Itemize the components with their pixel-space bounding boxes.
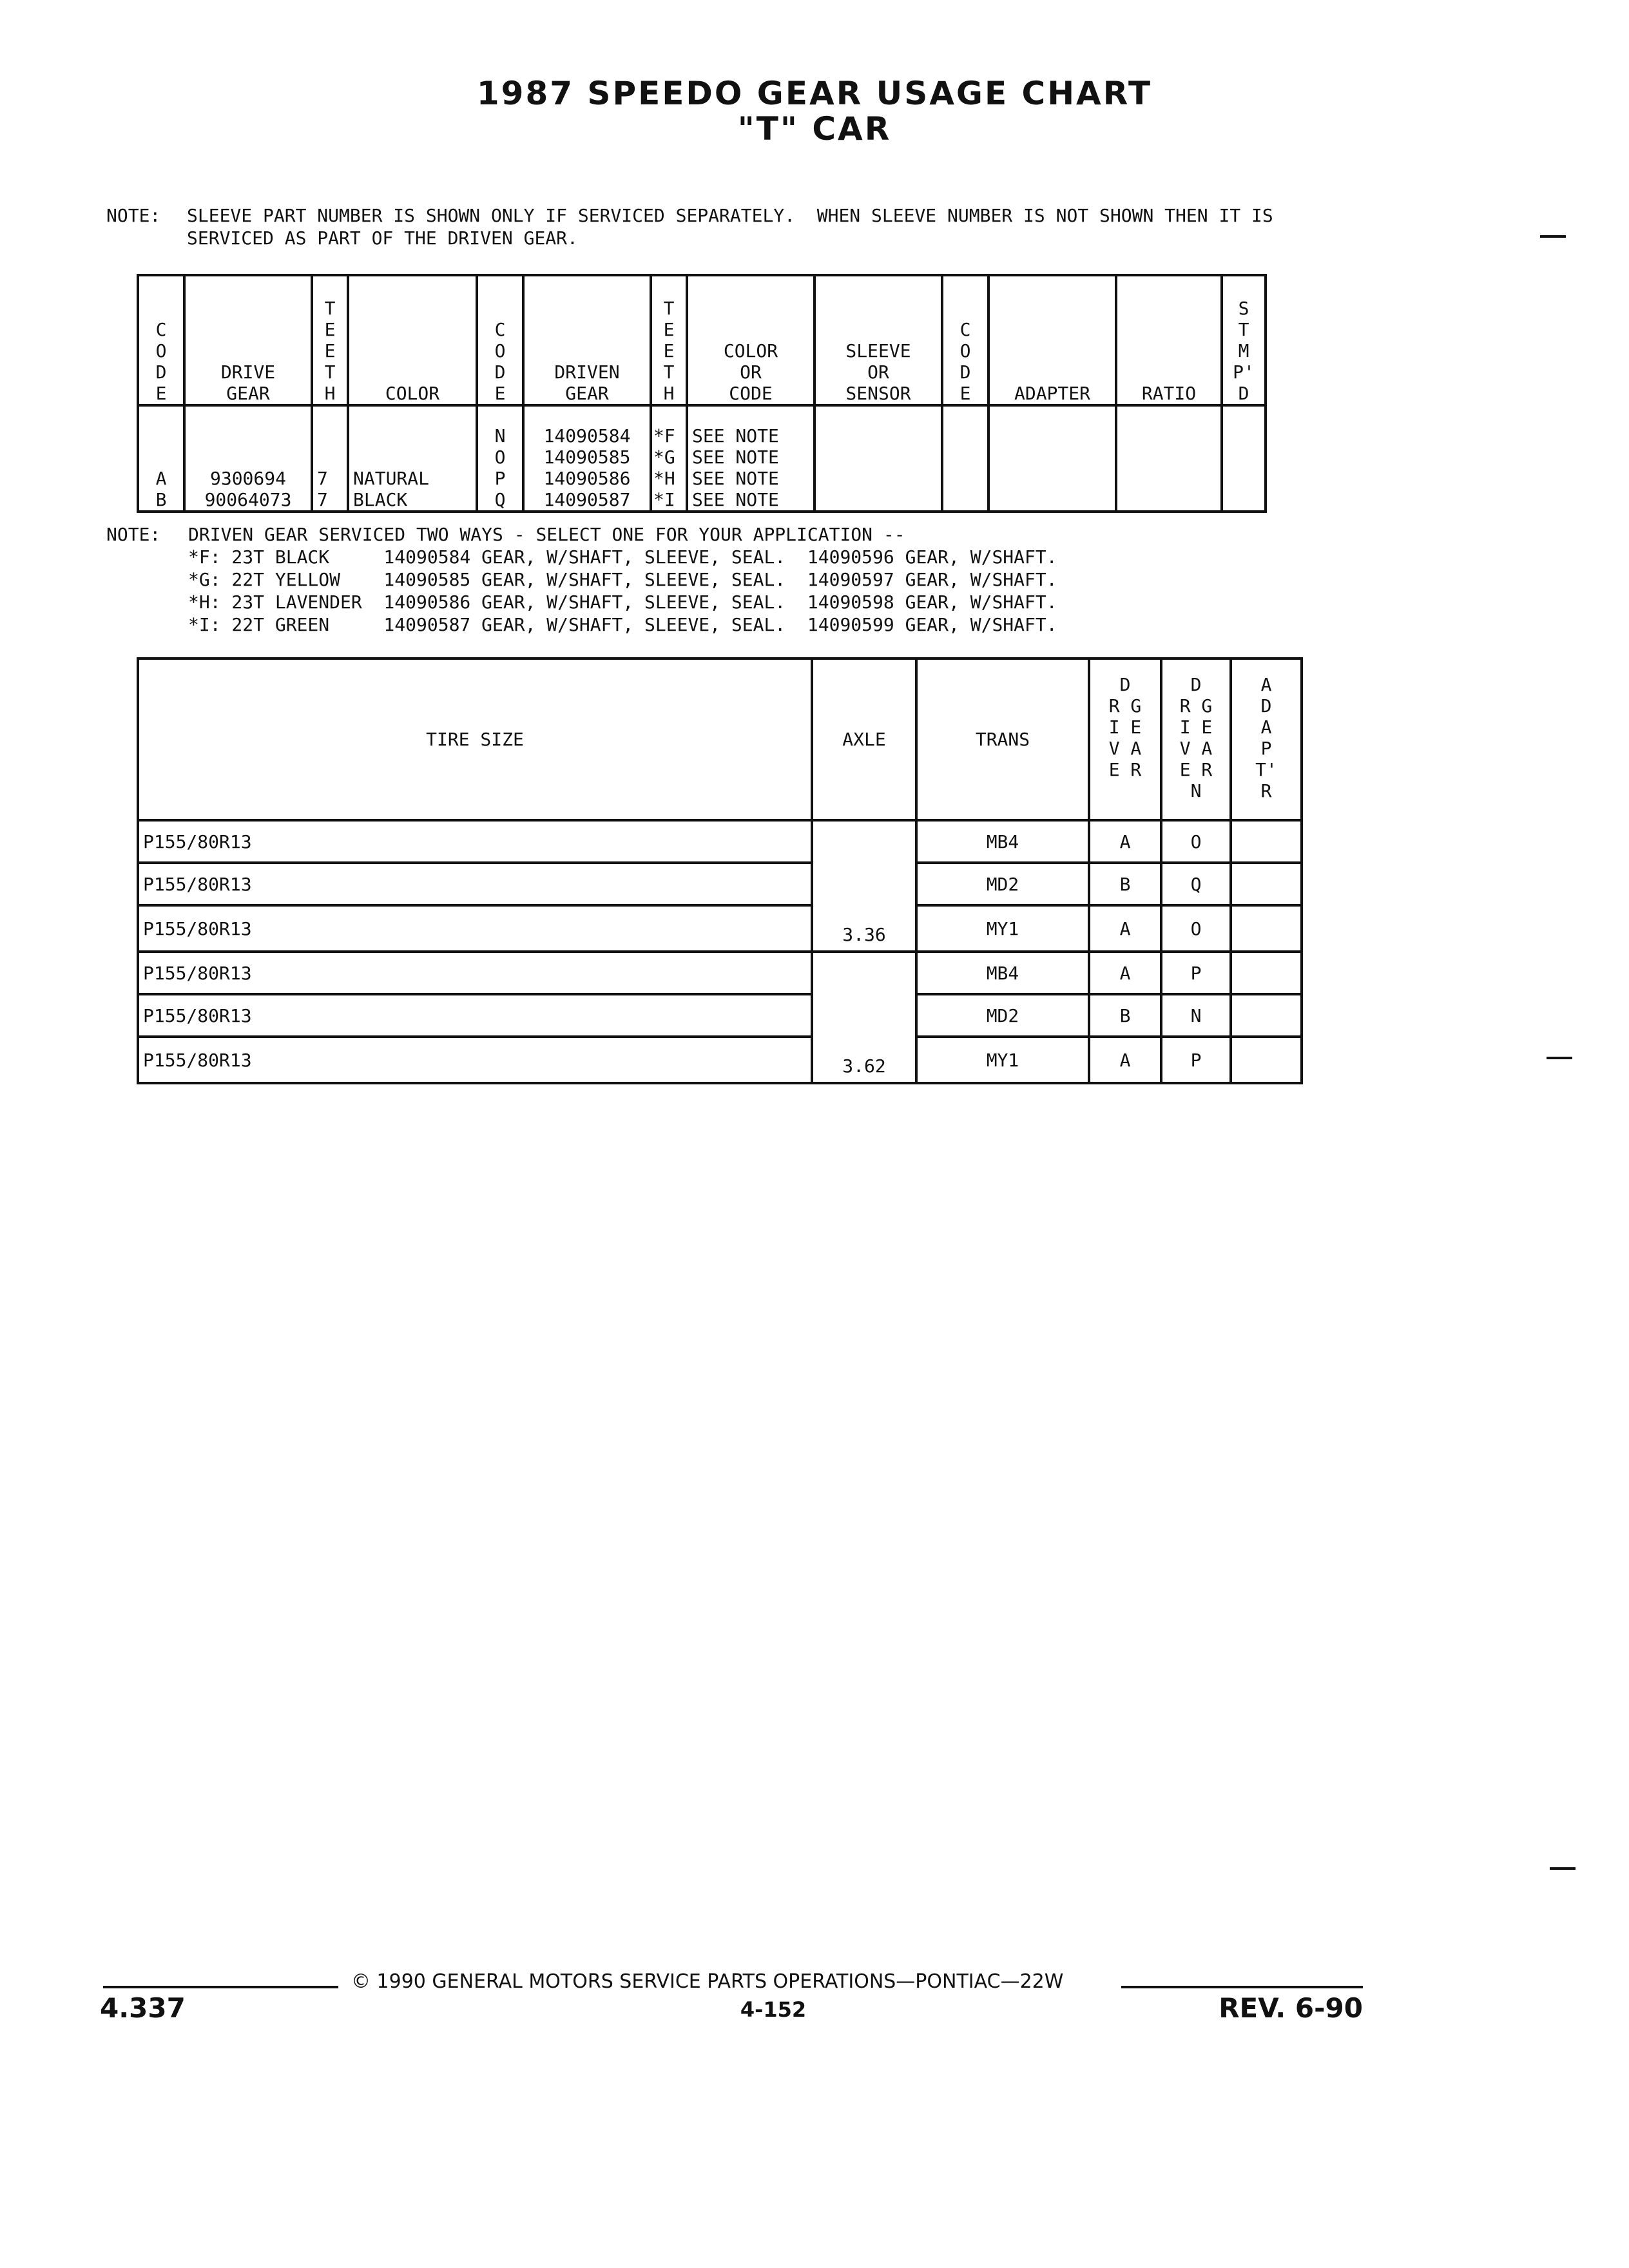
axle-cell (812, 820, 916, 863)
adapter-cell (1231, 952, 1302, 994)
drive-gear-cell: A (1089, 820, 1161, 863)
tire-size-cell: P155/80R13 (138, 952, 812, 994)
driven-gear-cell: N (1161, 994, 1231, 1037)
page-number: 4-152 (740, 1997, 807, 2022)
header-teeth: T E E T H (651, 275, 687, 405)
drive-gear-cell: A (1089, 952, 1161, 994)
table-row (138, 994, 1302, 1037)
sleeve-cell (815, 405, 942, 512)
table-row (138, 863, 1302, 905)
header-adapter: A D A P T' R (1231, 658, 1302, 820)
drive-codes: A B (138, 405, 184, 512)
axle-cell (812, 994, 916, 1037)
driven-gear-cell: P (1161, 1037, 1231, 1083)
page-title: 1987 SPEEDO GEAR USAGE CHART (476, 75, 1153, 112)
left-number: 4.337 (100, 1992, 186, 2024)
table-row (138, 1037, 1302, 1083)
header-driven-gear: D R G I E V A E R N (1161, 658, 1231, 820)
copyright-text: © 1990 GENERAL MOTORS SERVICE PARTS OPERATIONS—PONTIAC—22W (351, 1970, 1064, 1993)
header-code: C O D E (138, 275, 184, 405)
header-trans: TRANS (916, 658, 1089, 820)
note-line: SERVICED AS PART OF THE DRIVEN GEAR. (187, 227, 578, 249)
trans-cell: MD2 (916, 863, 1089, 905)
trans-cell: MY1 (916, 1037, 1089, 1083)
trans-cell: MD2 (916, 994, 1089, 1037)
driven-teeth: *F *G *H *I (651, 405, 687, 512)
driven-gear-cell: O (1161, 905, 1231, 952)
ratio-cell (1116, 405, 1222, 512)
adapter-cell (1231, 863, 1302, 905)
tire-size-cell: P155/80R13 (138, 994, 812, 1037)
axle-cell (812, 952, 916, 994)
tire-size-cell: P155/80R13 (138, 1037, 812, 1083)
tire-size-table (137, 657, 1303, 1084)
driven-codes: N O P Q (477, 405, 523, 512)
drive-gear-cell: B (1089, 863, 1161, 905)
margin-mark (1540, 235, 1566, 238)
revision: REV. 6-90 (1219, 1992, 1363, 2024)
header-code: C O D E (477, 275, 523, 405)
adapter-cell (1231, 905, 1302, 952)
tire-size-cell: P155/80R13 (138, 820, 812, 863)
note-label: NOTE: (106, 205, 161, 226)
driven-gear-cell: Q (1161, 863, 1231, 905)
driven-gear-cell: O (1161, 820, 1231, 863)
table-row (138, 952, 1302, 994)
table-row (138, 905, 1302, 952)
header-drive-gear: D R G I E V A E R (1089, 658, 1161, 820)
stmpd-cell (1222, 405, 1266, 512)
gear-table (137, 274, 1267, 513)
note-line: *H: 23T LAVENDER 14090586 GEAR, W/SHAFT, SLEEVE, SEAL. 14090598 GEAR, W/SHAFT. (188, 591, 1057, 613)
drive-teeth: 7 7 (312, 405, 348, 512)
adapter-cell (1231, 994, 1302, 1037)
header-axle: AXLE (812, 658, 916, 820)
axle-cell (812, 863, 916, 905)
header-color: COLOR (348, 275, 477, 405)
driven-gear-cell: P (1161, 952, 1231, 994)
note-line: *G: 22T YELLOW 14090585 GEAR, W/SHAFT, SLEEVE, SEAL. 14090597 GEAR, W/SHAFT. (188, 569, 1057, 590)
drive-gears: 9300694 90064073 (184, 405, 312, 512)
tire-size-cell: P155/80R13 (138, 905, 812, 952)
note-line: SLEEVE PART NUMBER IS SHOWN ONLY IF SERVICED SEPARATELY. WHEN SLEEVE NUMBER IS NOT SHOWN THEN IT IS (187, 205, 1273, 226)
footer-rule (103, 1986, 338, 1988)
adapter-cell (1231, 1037, 1302, 1083)
note-label: NOTE: (106, 524, 161, 545)
axle-cell: 3.62 (812, 1037, 916, 1083)
drive-gear-cell: B (1089, 994, 1161, 1037)
header-drive-gear: DRIVE GEAR (184, 275, 312, 405)
drive-gear-cell: A (1089, 905, 1161, 952)
trans-cell: MB4 (916, 820, 1089, 863)
table-row (138, 820, 1302, 863)
adapter-cell (988, 405, 1116, 512)
header-code: C O D E (942, 275, 988, 405)
trans-cell: MY1 (916, 905, 1089, 952)
drive-gear-cell: A (1089, 1037, 1161, 1083)
margin-mark (1550, 1867, 1576, 1870)
adapter-cell (1231, 820, 1302, 863)
trans-cell: MB4 (916, 952, 1089, 994)
driven-color-codes: SEE NOTE SEE NOTE SEE NOTE SEE NOTE (687, 405, 815, 512)
tire-size-cell: P155/80R13 (138, 863, 812, 905)
header-teeth: T E E T H (312, 275, 348, 405)
page-subtitle: "T" CAR (737, 110, 892, 148)
header-stmpd: S T M P' D (1222, 275, 1266, 405)
code-cell (942, 405, 988, 512)
drive-colors: NATURAL BLACK (348, 405, 477, 512)
header-ratio: RATIO (1116, 275, 1222, 405)
header-tire-size: TIRE SIZE (138, 658, 812, 820)
axle-cell: 3.36 (812, 905, 916, 952)
header-color-or-code: COLOR OR CODE (687, 275, 815, 405)
note-line: *F: 23T BLACK 14090584 GEAR, W/SHAFT, SLEEVE, SEAL. 14090596 GEAR, W/SHAFT. (188, 546, 1057, 568)
note-line: DRIVEN GEAR SERVICED TWO WAYS - SELECT ONE FOR YOUR APPLICATION -- (188, 524, 905, 545)
margin-mark (1547, 1057, 1572, 1059)
footer-rule (1121, 1986, 1363, 1988)
header-sleeve-or-sensor: SLEEVE OR SENSOR (815, 275, 942, 405)
note-line: *I: 22T GREEN 14090587 GEAR, W/SHAFT, SLEEVE, SEAL. 14090599 GEAR, W/SHAFT. (188, 614, 1057, 635)
header-adapter: ADAPTER (988, 275, 1116, 405)
header-driven-gear: DRIVEN GEAR (523, 275, 651, 405)
driven-gears: 14090584 14090585 14090586 14090587 (523, 405, 651, 512)
